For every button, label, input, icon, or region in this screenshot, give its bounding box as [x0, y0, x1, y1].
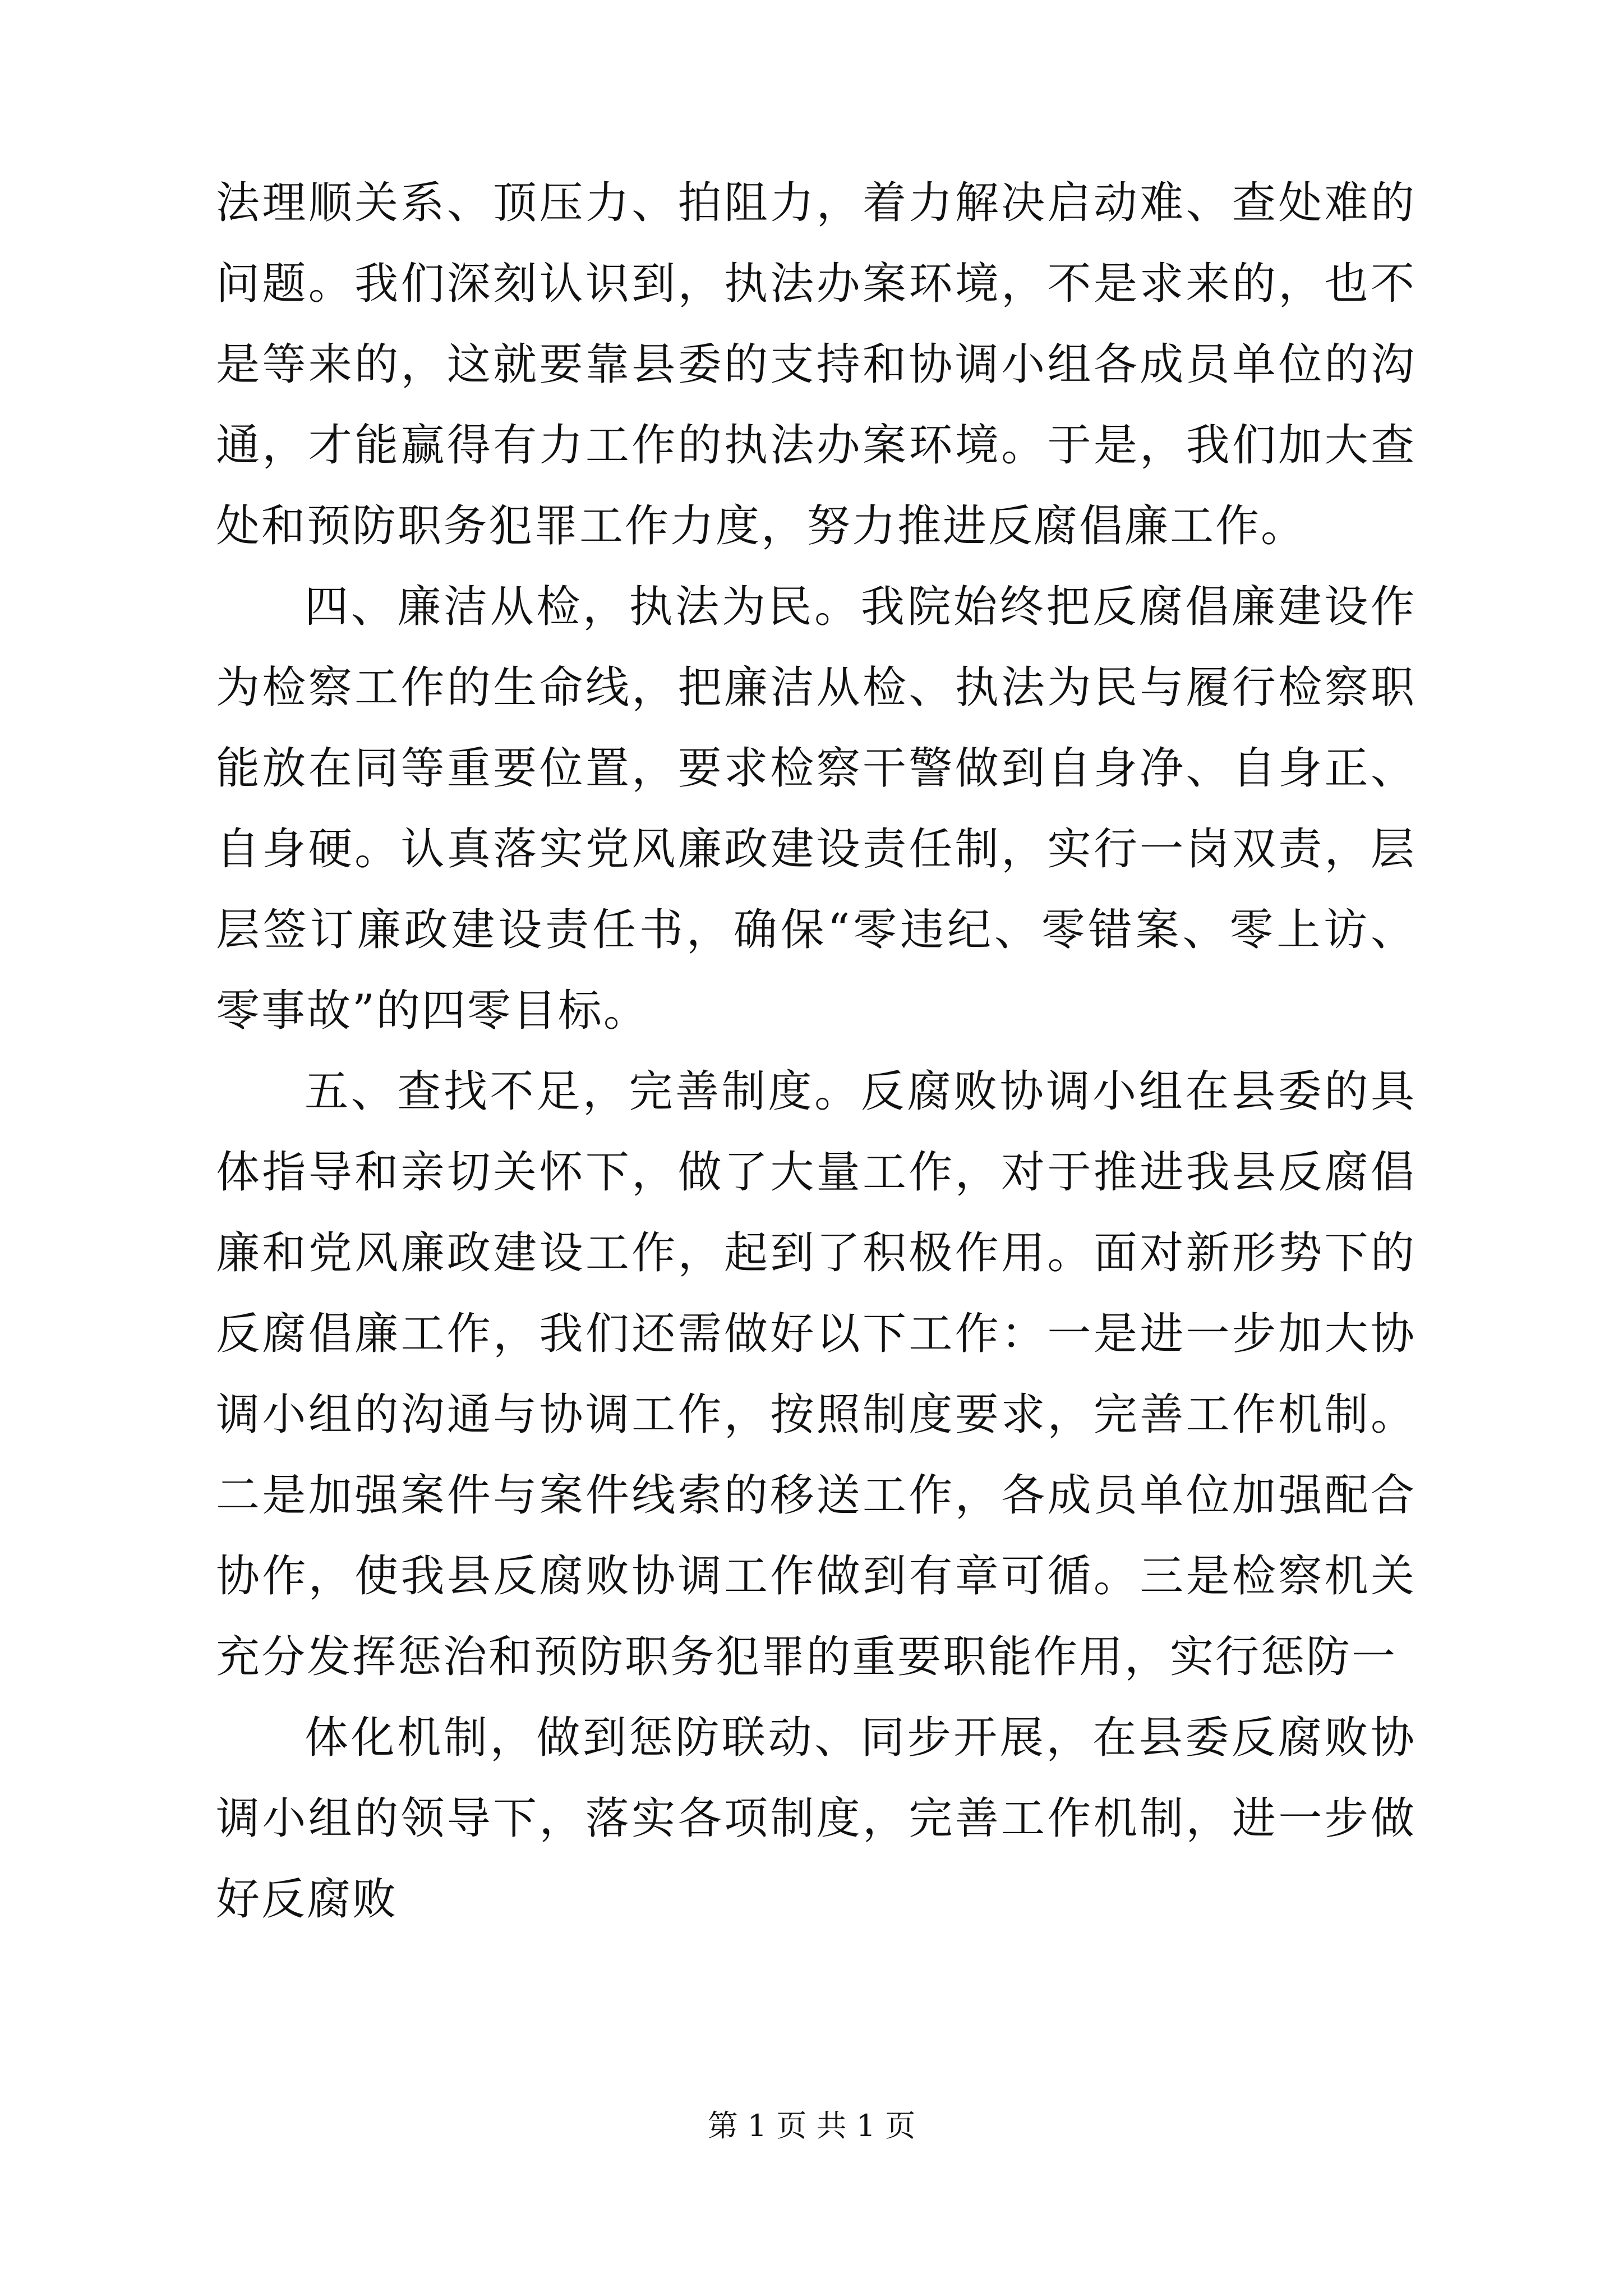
- document-body: [216, 163, 1416, 1940]
- paragraph-2: 四、廉洁从检，执法为民。我院始终把反腐倡廉建设作为检察工作的生命线，把廉洁从检、执法为民与履行检察职能放在同等重要位置，要求检察干警做到自身净、自身正、自身硬。认真落实党风廉政建设责任制，实行一岗双责，层层签订廉政建设责任书，确保“零违纪、零错案、零上访、零事故”的四零目标。: [216, 582, 1416, 1036]
- paragraph-1: 法理顺关系、顶压力、拍阻力，着力解决启动难、查处难的问题。我们深刻认识到，执法办案环境，不是求来的，也不是等来的，这就要靠县委的支持和协调小组各成员单位的沟通，才能赢得有力工作的执法办案环境。于是，我们加大查处和预防职务犯罪工作力度，努力推进反腐倡廉工作。: [216, 178, 1416, 551]
- page-footer: 第 1 页 共 1 页: [707, 2108, 916, 2143]
- paragraph-3: 五、查找不足，完善制度。反腐败协调小组在县委的具体指导和亲切关怀下，做了大量工作，对于推进我县反腐倡廉和党风廉政建设工作，起到了积极作用。面对新形势下的反腐倡廉工作，我们还需做好以下工作：一是进一步加大协调小组的沟通与协调工作，按照制度要求，完善工作机制。二是加强案件与案件线索的移送工作，各成员单位加强配合协作，使我县反腐败协调工作做到有章可循。三是检察机关充分发挥惩治和预防职务犯罪的重要职能作用，实行惩防一: [216, 1066, 1416, 1682]
- paragraph-4: 体化机制，做到惩防联动、同步开展，在县委反腐败协调小组的领导下，落实各项制度，完善工作机制，进一步做好反腐败: [216, 1713, 1416, 1925]
